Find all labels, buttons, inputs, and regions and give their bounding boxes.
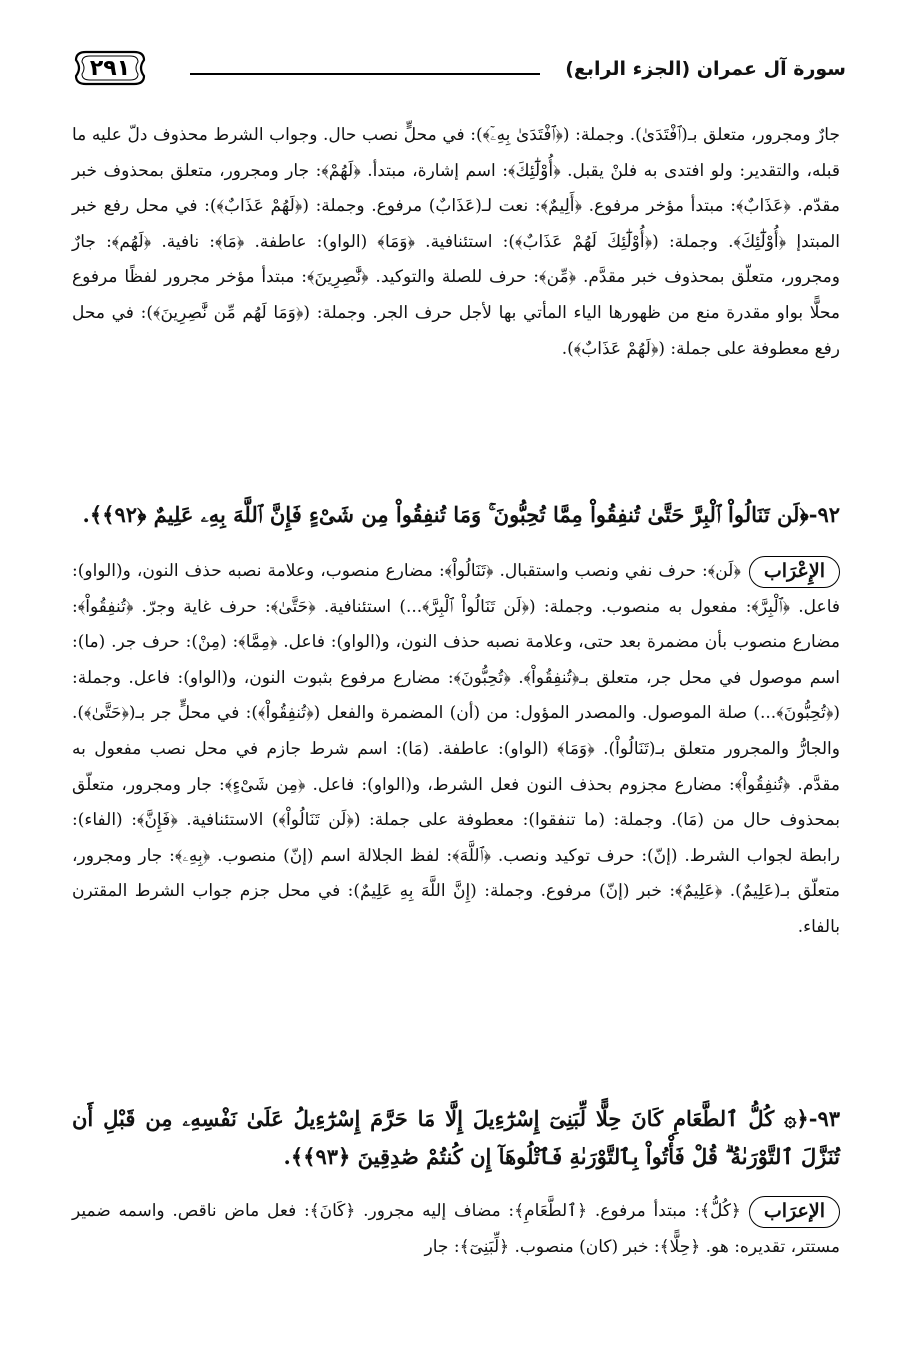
irab-section-93 [72, 1194, 840, 1265]
irab-label: الإعرَاب [749, 1196, 840, 1228]
verse-92 [72, 496, 840, 534]
header-rule [190, 73, 540, 75]
paragraph-text: جارٌ ومجرور، متعلق بـ(ٱفْتَدَىٰ). وجملة: (﴿ٱفْتَدَىٰ بِهِۦٓ﴾): في محلٍّ نصب حال. وجواب الشرط محذوف دلّ عليه ما قبله، والتقدير: ولو افتدى به فلنْ يقبل. ﴿أُوْلَٰٓئِكَ﴾: اسم إشارة، مبتدأ. ﴿لَهُمْ﴾: جار ومجرور، متعلق بمحذوف خبر مقدّم. ﴿عَذَابٌ﴾: مبتدأ مؤخر مرفوع. ﴿أَلِيمٌ﴾: نعت لـ(عَذَابٌ) مرفوع. وجملة: (﴿لَهُمْ عَذَابٌ﴾): في محل رفع خبر المبتدإ ﴿أُوْلَٰٓئِكَ﴾. وجملة: (﴿أُوْلَٰٓئِكَ لَهُمْ عَذَابٌ﴾): استئنافية. ﴿وَمَا﴾ (الواو): عاطفة. ﴿مَا﴾: نافية. ﴿لَهُم﴾: جارٌ ومجرور، متعلّق بمحذوف خبر مقدَّم. ﴿مِّن﴾: حرف للصلة والتوكيد. ﴿نَّٰصِرِينَ﴾: مبتدأ مؤخر مجرور لفظًا مرفوع محلًّا بواو مقدرة منع من ظهورها الياء المأتي بها لأجل حرف الجر. وجملة: (﴿وَمَا لَهُم مِّن نَّٰصِرِينَ﴾): في محل رفع معطوفة على جملة: (﴿لَهُمْ عَذَابٌ﴾). [72, 125, 840, 359]
verse-93 [72, 1100, 840, 1176]
irab-continuation [72, 118, 840, 367]
page-number-frame [72, 48, 148, 88]
page-number: ٢٩١ [89, 55, 131, 81]
page-header [72, 44, 846, 100]
surah-title: سورة آل عمران (الجزء الرابع) [565, 58, 846, 80]
irab-text: ﴿كُلُّ﴾: مبتدأ مرفوع. ﴿ٱلطَّعَامِ﴾: مضاف إليه مجرور. ﴿كَانَ﴾: فعل ماض ناقص. واسمه ضمير مستتر، تقديره: هو. ﴿حِلًّا﴾: خبر (كان) منصوب. ﴿لِّبَنِىٓ﴾: جار [72, 1201, 840, 1257]
irab-text: ﴿لَن﴾: حرف نفي ونصب واستقبال. ﴿تَنَالُواْ﴾: مضارع منصوب، وعلامة نصبه حذف النون، و(الواو): فاعل. ﴿ٱلْبِرَّ﴾: مفعول به منصوب. وجملة: (﴿لَن تَنَالُواْ ٱلْبِرَّ﴾...) استئنافية. ﴿حَتَّىٰ﴾: حرف غاية وجرّ. ﴿تُنفِقُواْ﴾: مضارع منصوب بأن مضمرة بعد حتى، وعلامة نصبه حذف النون، و(الواو): فاعل. ﴿مِمَّا﴾: (مِنْ): حرف جر. (ما): اسم موصول في محل جر، متعلق بـ﴿تُنفِقُواْ﴾. ﴿تُحِبُّونَ﴾: مضارع مرفوع بثبوت النون، و(الواو): فاعل. وجملة:(﴿تُحِبُّونَ﴾...) صلة الموصول. والمصدر المؤول: من (أن) المضمرة والفعل (﴿تُنفِقُواْ﴾): في محلٍّ جر بـ(﴿حَتَّىٰ﴾). والجارُّ والمجرور متعلق بـ(تَنَالُواْ). ﴿وَمَا﴾ (الواو): عاطفة. (مَا): اسم شرط جازم في محل نصب مفعول به مقدَّم. ﴿تُنفِقُواْ﴾: مضارع مجزوم بحذف النون فعل الشرط، و(الواو): فاعل. ﴿مِن شَىْءٍ﴾: جار ومجرور، متعلّق بمحذوف حال من (مَا). وجملة: (ما تنفقوا): معطوفة على جملة: (﴿لَن تَنَالُواْ﴾) الاستئنافية. ﴿فَإِنَّ﴾: (الفاء): رابطة لجواب الشرط. (إنّ): حرف توكيد ونصب. ﴿ٱللَّهَ﴾: لفظ الجلالة اسم (إنّ) منصوب. ﴿بِهِۦ﴾: جار ومجرور، متعلّق بـ(عَلِيمٌ). ﴿عَلِيمٌ﴾: خبر (إنّ) مرفوع. وجملة: (إِنَّ اللَّهَ بِهِ عَلِيمٌ): في محل جزم جواب الشرط المقترن بالفاء. [72, 561, 840, 937]
irab-section-92 [72, 554, 840, 946]
verse-text: ٩٢-﴿لَن تَنَالُواْ ٱلْبِرَّ حَتَّىٰ تُنفِقُواْ مِمَّا تُحِبُّونَ ۚ وَمَا تُنفِقُواْ مِن شَىْءٍ فَإِنَّ ٱللَّهَ بِهِۦ عَلِيمٌ ﴿٩٢﴾﴾. [82, 502, 840, 527]
verse-text: ٩٣-﴿۞ كُلُّ ٱلطَّعَامِ كَانَ حِلًّا لِّبَنِىٓ إِسْرَٰٓءِيلَ إِلَّا مَا حَرَّمَ إِسْرَٰٓءِيلُ عَلَىٰ نَفْسِهِۦ مِن قَبْلِ أَن تُنَزَّلَ ٱلتَّوْرَىٰةُ ۗ قُلْ فَأْتُواْ بِٱلتَّوْرَىٰةِ فَٱتْلُوهَآ إِن كُنتُمْ صَٰدِقِينَ ﴿٩٣﴾﴾. [72, 1106, 840, 1169]
irab-label: الإِعْرَاب [749, 556, 840, 588]
